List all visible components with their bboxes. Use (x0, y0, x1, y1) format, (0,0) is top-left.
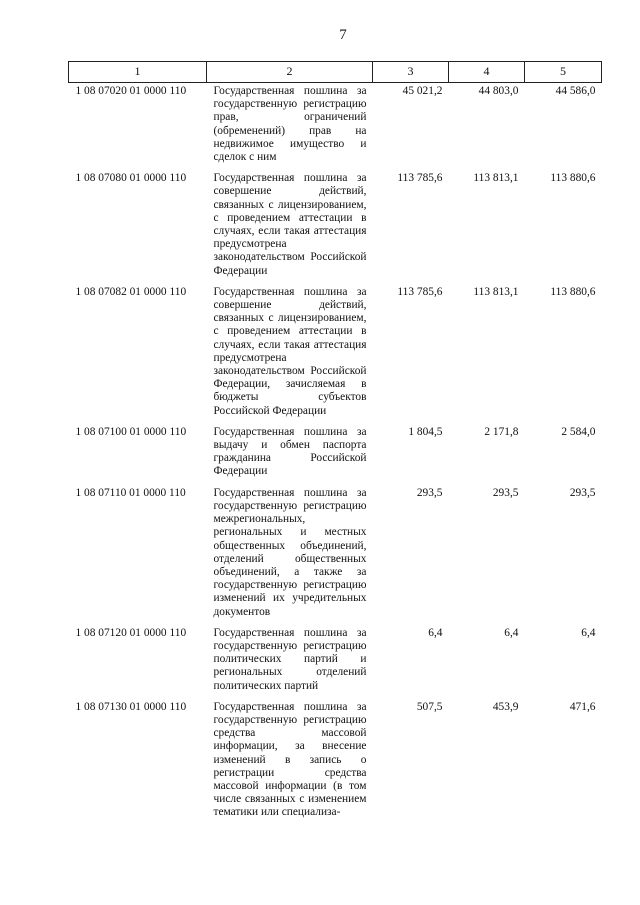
revenue-name: Государственная пошлина за государственную регистрацию политических партий и региональных отделений политических партий (213, 626, 367, 692)
column-header-2: 2 (207, 62, 373, 83)
value-col-3: 293,5 (416, 486, 443, 499)
budget-code: 1 08 07130 01 0000 110 (75, 700, 187, 713)
value-col-4: 44 803,0 (478, 85, 519, 97)
column-header-5: 5 (525, 62, 602, 83)
value-col-3: 45 021,2 (402, 85, 443, 97)
value-col-4: 293,5 (492, 486, 519, 499)
value-col-5: 113 880,6 (550, 172, 596, 185)
value-col-3: 1 804,5 (408, 425, 443, 438)
budget-code: 1 08 07082 01 0000 110 (75, 285, 187, 298)
value-col-3: 6,4 (428, 626, 443, 639)
revenue-name: Государственная пошлина за выдачу и обмен паспорта гражданина Российской Федерации (213, 425, 367, 478)
revenue-name: Государственная пошлина за государственную регистрацию средства массовой информации, за внесение изменений в запись о регистрации средства массовой информации (в том числе связанных с изменением тематики или специализа- (213, 700, 367, 819)
budget-code: 1 08 07120 01 0000 110 (75, 626, 187, 639)
column-header-3: 3 (373, 62, 449, 83)
revenue-name: Государственная пошлина за совершение действий, связанных с лицензированием, с проведением аттестации в случаях, если такая аттестация предусмотрена законодательством Российской Федерации, зачисляемая в бюджеты субъектов Российской Федерации (213, 285, 367, 417)
value-col-3: 113 785,6 (397, 172, 443, 185)
page-number: 7 (339, 27, 347, 43)
table-row (69, 699, 602, 826)
value-col-5: 293,5 (569, 486, 596, 499)
revenue-name: Государственная пошлина за государственную регистрацию прав, ограничений (обременений) прав на недвижимое имущество и сделок с ним (213, 85, 367, 164)
column-header-1: 1 (69, 62, 207, 83)
value-col-4: 2 171,8 (484, 425, 519, 438)
table-row (69, 485, 602, 625)
value-col-5: 2 584,0 (561, 425, 596, 438)
revenue-name: Государственная пошлина за государственную регистрацию межрегиональных, региональных и местных общественных объединений, отделений общественных объединений, а также за государственную регистрацию изменений их учредительных документов (213, 486, 367, 618)
budget-code: 1 08 07080 01 0000 110 (75, 172, 187, 185)
value-col-4: 113 813,1 (473, 285, 519, 298)
table-row (69, 83, 602, 171)
value-col-5: 6,4 (581, 626, 596, 639)
budget-code: 1 08 07100 01 0000 110 (75, 425, 187, 438)
value-col-3: 507,5 (416, 700, 443, 713)
column-number-header-row (69, 62, 602, 83)
value-col-4: 453,9 (492, 700, 519, 713)
table-row (69, 625, 602, 699)
table-row (69, 170, 602, 284)
budget-revenue-table (68, 61, 602, 826)
value-col-5: 113 880,6 (550, 285, 596, 298)
value-col-3: 113 785,6 (397, 285, 443, 298)
revenue-name: Государственная пошлина за совершение действий, связанных с лицензированием, с проведением аттестации в случаях, если такая аттестация предусмотрена законодательством Российской Федерации (213, 172, 367, 277)
value-col-5: 44 586,0 (555, 85, 596, 97)
value-col-4: 113 813,1 (473, 172, 519, 185)
value-col-5: 471,6 (569, 700, 596, 713)
budget-code: 1 08 07020 01 0000 110 (75, 85, 187, 97)
table-row (69, 284, 602, 424)
value-col-4: 6,4 (504, 626, 519, 639)
budget-code: 1 08 07110 01 0000 110 (75, 486, 186, 499)
column-header-4: 4 (449, 62, 525, 83)
table-row (69, 424, 602, 485)
